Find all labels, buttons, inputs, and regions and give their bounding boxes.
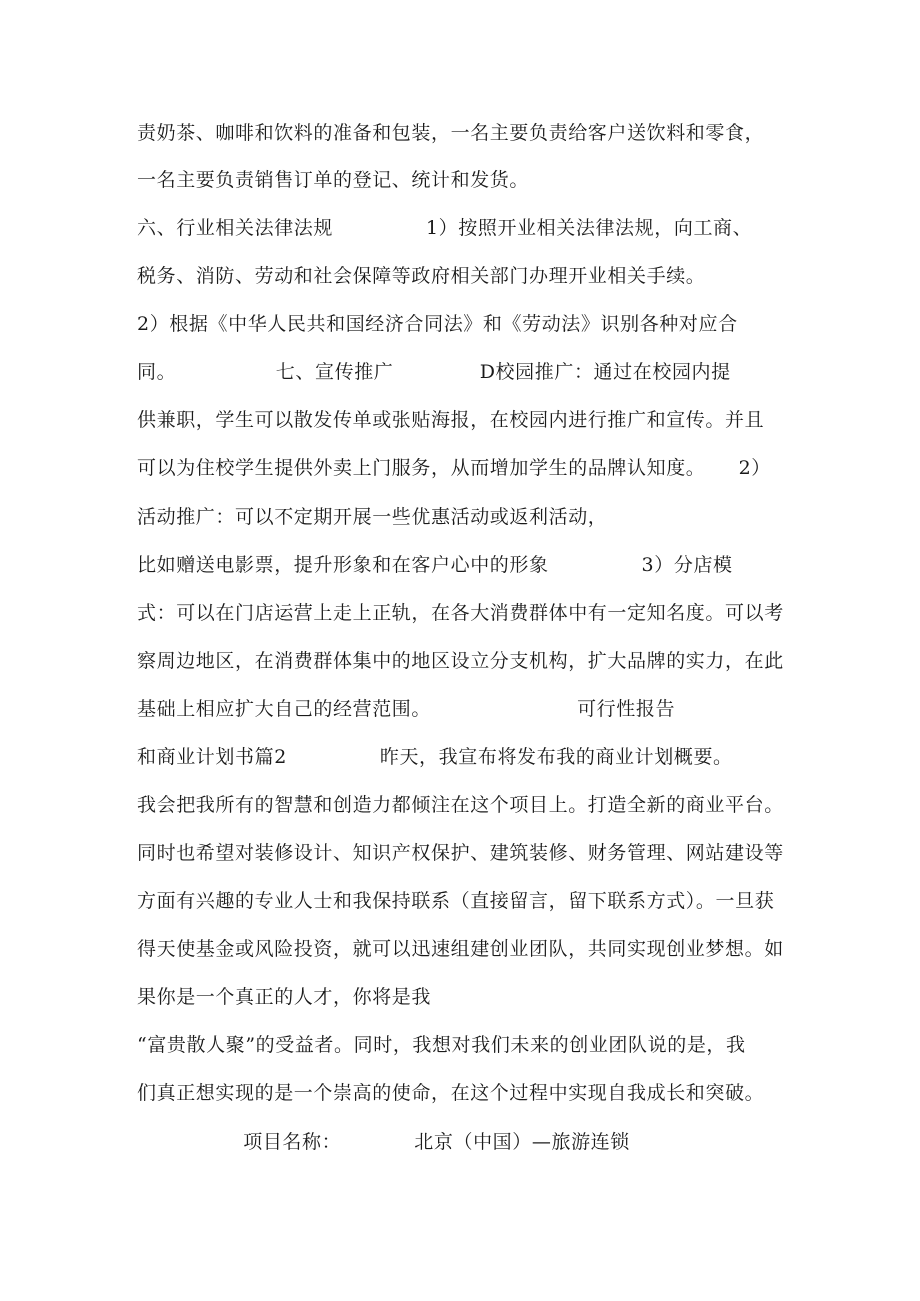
text-line: 我会把我所有的智慧和创造力都倾注在这个项目上。打造全新的商业平台。 bbox=[137, 794, 784, 816]
text-line: 比如赠送电影票，提升形象和在客户心中的形象 3）分店模 bbox=[137, 554, 733, 576]
text-line: 式：可以在门店运营上走上正轨，在各大消费群体中有一定知名度。可以考 bbox=[137, 602, 784, 624]
text-line: 得天使基金或风险投资，就可以迅速组建创业团队，共同实现创业梦想。如 bbox=[137, 938, 784, 960]
text-line: 2）根据《中华人民共和国经济合同法》和《劳动法》识别各种对应合 bbox=[137, 313, 738, 335]
text-line: 责奶茶、咖啡和饮料的准备和包装，一名主要负责给客户送饮料和零食， bbox=[137, 122, 765, 144]
text-line: 可以为住校学生提供外卖上门服务，从而增加学生的品牌认知度。 2） bbox=[137, 457, 771, 479]
text-line: 供兼职，学生可以散发传单或张贴海报，在校园内进行推广和宣传。并且 bbox=[137, 409, 765, 431]
text-line: “富贵散人聚”的受益者。同时，我想对我们未来的创业团队说的是，我 bbox=[137, 1034, 746, 1056]
text-line: 方面有兴趣的专业人士和我保持联系（直接留言，留下联系方式）。一旦获 bbox=[137, 890, 775, 912]
section-heading-line: 六、行业相关法律法规 1）按照开业相关法律法规，向工商、 bbox=[137, 217, 753, 239]
text-line: 一名主要负责销售订单的登记、统计和发货。 bbox=[137, 169, 530, 191]
text-line: 察周边地区，在消费群体集中的地区设立分支机构，扩大品牌的实力，在此 bbox=[137, 650, 784, 672]
text-line: 果你是一个真正的人才，你将是我 bbox=[137, 986, 432, 1008]
section-heading-line: 同。 七、宣传推广 D校园推广：通过在校园内提 bbox=[137, 361, 731, 383]
text-line: 活动推广：可以不定期开展一些优惠活动或返利活动， bbox=[137, 506, 608, 528]
text-line: 同时也希望对装修设计、知识产权保护、建筑装修、财务管理、网站建设等 bbox=[137, 842, 784, 864]
text-line: 基础上相应扩大自己的经营范围。 可行性报告 bbox=[137, 698, 676, 720]
text-line: 税务、消防、劳动和社会保障等政府相关部门办理开业相关手续。 bbox=[137, 265, 706, 287]
section-heading-line: 和商业计划书篇2 昨天，我宣布将发布我的商业计划概要。 bbox=[137, 746, 733, 768]
project-name-line: 项目名称： 北京（中国）—旅游连锁 bbox=[137, 1131, 630, 1153]
text-line: 们真正想实现的是一个崇高的使命，在这个过程中实现自我成长和突破。 bbox=[137, 1082, 765, 1104]
